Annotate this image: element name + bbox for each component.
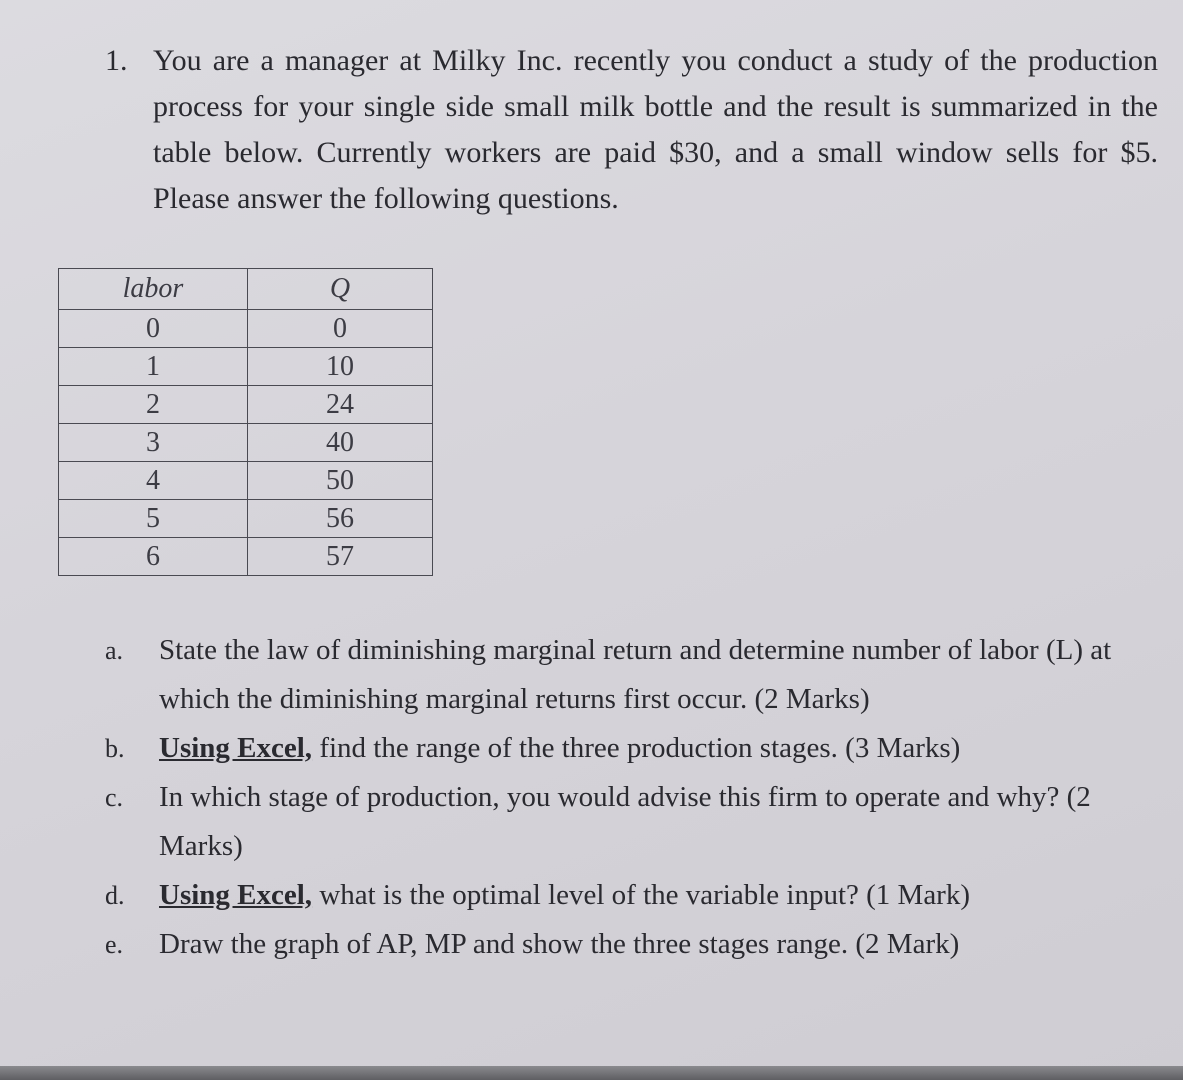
table-row bbox=[59, 424, 433, 462]
labor-cell: 2 bbox=[59, 386, 248, 424]
labor-cell: 1 bbox=[59, 348, 248, 386]
subquestion-d bbox=[105, 871, 1165, 920]
table-row bbox=[59, 462, 433, 500]
subquestion-letter: c. bbox=[105, 783, 124, 812]
emphasis-text: Using Excel, bbox=[159, 732, 313, 764]
header-labor: labor bbox=[59, 269, 248, 310]
production-table bbox=[58, 268, 433, 576]
q-cell: 0 bbox=[248, 310, 433, 348]
subquestion-text: State the law of diminishing marginal return and determine number of labor (L) at which the diminishing marginal returns first occur. (2 Marks) bbox=[159, 634, 1112, 715]
labor-cell: 6 bbox=[59, 538, 248, 576]
emphasis-text: Using Excel, bbox=[159, 879, 313, 911]
q-cell: 40 bbox=[248, 424, 433, 462]
subquestion-text: Draw the graph of AP, MP and show the three stages range. (2 Mark) bbox=[159, 928, 960, 960]
q-cell: 10 bbox=[248, 348, 433, 386]
subquestion-e bbox=[105, 920, 1165, 969]
subquestion-letter: b. bbox=[105, 734, 125, 763]
q-cell: 56 bbox=[248, 500, 433, 538]
subquestion-b bbox=[105, 724, 1165, 773]
table-row bbox=[59, 310, 433, 348]
subquestion-list bbox=[105, 626, 1165, 969]
labor-cell: 5 bbox=[59, 500, 248, 538]
table-row bbox=[59, 348, 433, 386]
q-cell: 24 bbox=[248, 386, 433, 424]
question-text: You are a manager at Milky Inc. recently you conduct a study of the production process for your single side small milk bottle and the result is summarized in the table below. Currently workers are paid $30, and a small window sells for $5. Please answer the following questions. bbox=[153, 44, 1158, 215]
q-cell: 57 bbox=[248, 538, 433, 576]
subquestion-letter: e. bbox=[105, 930, 124, 959]
table-row bbox=[59, 538, 433, 576]
subquestion-letter: d. bbox=[105, 881, 125, 910]
subquestion-c bbox=[105, 773, 1165, 871]
header-q: Q bbox=[248, 269, 433, 310]
subquestion-text: what is the optimal level of the variable input? (1 Mark) bbox=[312, 879, 970, 911]
screen-bottom-edge bbox=[0, 1066, 1183, 1080]
subquestion-text: find the range of the three production stages. (3 Marks) bbox=[312, 732, 961, 764]
q-cell: 50 bbox=[248, 462, 433, 500]
labor-cell: 3 bbox=[59, 424, 248, 462]
table-row bbox=[59, 386, 433, 424]
labor-cell: 0 bbox=[59, 310, 248, 348]
subquestion-a bbox=[105, 626, 1165, 724]
labor-cell: 4 bbox=[59, 462, 248, 500]
subquestion-text: In which stage of production, you would advise this firm to operate and why? (2 Marks) bbox=[159, 781, 1091, 862]
table-row bbox=[59, 500, 433, 538]
table-header-row bbox=[59, 269, 433, 310]
question-number: 1. bbox=[105, 44, 128, 77]
subquestion-letter: a. bbox=[105, 636, 124, 665]
